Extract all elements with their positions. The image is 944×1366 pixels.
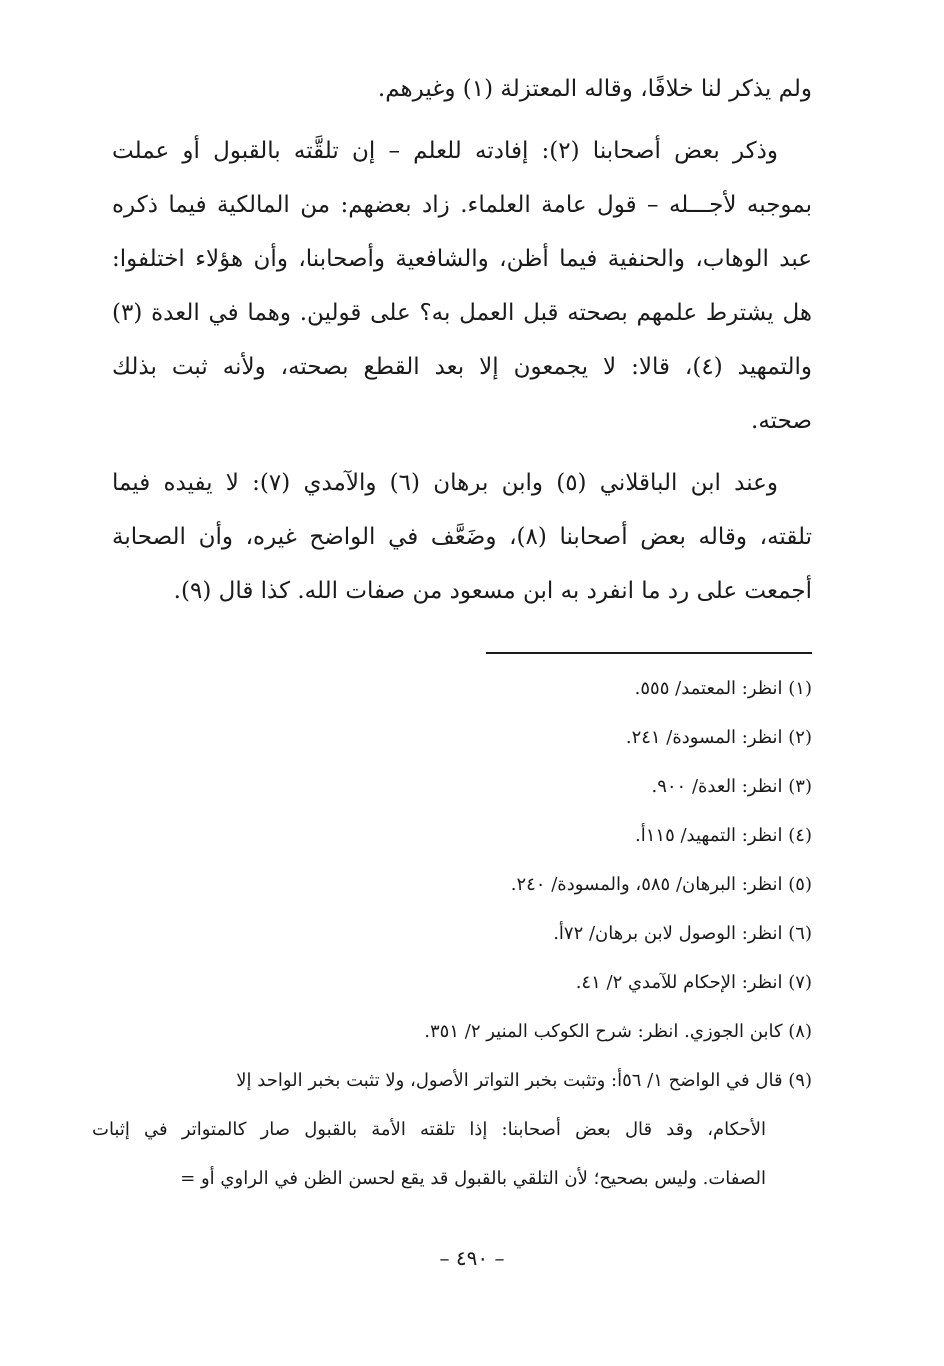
- footnote-1: (١) انظر: المعتمد/ ٥٥٥.: [634, 678, 812, 699]
- footnote-7: (٧) انظر: الإحكام للآمدي ٢/ ٤١.: [575, 972, 812, 993]
- footnote-9-continuation: الأحكام، وقد قال بعض أصحابنا: إذا تلقته الأمة بالقبول صار كالمتواتر في إثبات: [92, 1119, 766, 1140]
- text-line: تلقته، وقاله بعض أصحابنا (٨)، وضَعَّف في الواضح غيره، وأن الصحابة: [112, 524, 812, 550]
- text-line: ولم يذكر لنا خلافًا، وقاله المعتزلة (١) وغيرهم.: [377, 76, 812, 102]
- text-line: هل يشترط علمهم بصحته قبل العمل به؟ على قولين. وهما في العدة (٣): [112, 300, 812, 326]
- text-line: صحته.: [751, 408, 812, 434]
- footnote-8: (٨) كابن الجوزي. انظر: شرح الكوكب المنير ٢/ ٣٥١.: [424, 1021, 812, 1042]
- text-line: وذكر بعض أصحابنا (٢): إفادته للعلم – إن تلقَّته بالقبول أو عملت: [112, 138, 778, 164]
- paragraph-1: [112, 62, 812, 116]
- paragraph-3: [112, 456, 812, 618]
- footnote-9: (٩) قال في الواضح ١/ ٥٦أ: وتثبت بخبر التواتر الأصول، ولا تثبت بخبر الواحد إلا: [236, 1070, 812, 1091]
- footnote-6: (٦) انظر: الوصول لابن برهان/ ٧٢أ.: [553, 923, 812, 944]
- main-text: [112, 62, 812, 626]
- footnotes: [92, 664, 812, 1203]
- footnote-2: (٢) انظر: المسودة/ ٢٤١.: [625, 727, 812, 748]
- text-line: أجمعت على رد ما انفرد به ابن مسعود من صفات الله. كذا قال (٩).: [173, 578, 812, 604]
- text-line: وعند ابن الباقلاني (٥) وابن برهان (٦) والآمدي (٧): لا يفيده فيما: [112, 470, 778, 496]
- footnote-9-continuation: الصفات. وليس بصحيح؛ لأن التلقي بالقبول قد يقع لحسن الظن في الراوي أو =: [180, 1168, 766, 1189]
- text-line: بموجبه لأجـــله – قول عامة العلماء. زاد بعضهم: من المالكية فيما ذكره: [112, 192, 812, 218]
- footnote-3: (٣) انظر: العدة/ ٩٠٠.: [651, 776, 812, 797]
- text-line: عبد الوهاب، والحنفية فيما أظن، والشافعية وأصحابنا، وأن هؤلاء اختلفوا:: [112, 246, 812, 272]
- footnote-4: (٤) انظر: التمهيد/ ١١٥أ.: [635, 825, 812, 846]
- paragraph-2: [112, 124, 812, 448]
- footnote-5: (٥) انظر: البرهان/ ٥٨٥، والمسودة/ ٢٤٠.: [510, 874, 812, 895]
- footnote-separator: [486, 652, 812, 654]
- text-line: والتمهيد (٤)، قالا: لا يجمعون إلا بعد القطع بصحته، ولأنه ثبت بذلك: [112, 354, 812, 380]
- page-number: – ٤٩٠ –: [439, 1246, 505, 1270]
